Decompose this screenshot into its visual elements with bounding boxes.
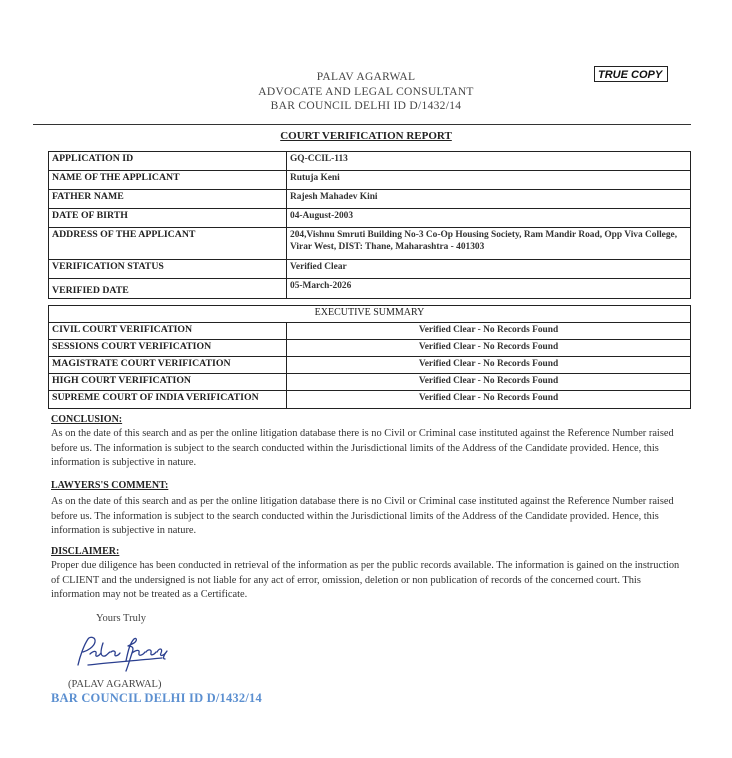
table-row (49, 209, 691, 228)
row-value: 204,Vishnu Smruti Building No-3 Co-Op Housing Society, Ram Mandir Road, Opp Viva College, Virar West, DIST: Thane, Maharashtra - 401303 (287, 228, 691, 260)
signature-image (70, 631, 170, 681)
row-value: Rajesh Mahadev Kini (287, 190, 691, 209)
conclusion-text: As on the date of this search and as per the online litigation database there is no Civil or Criminal case instituted against the Reference Number raised before us. The information is subject to the search conducted within the Jurisdictional limits of the Address of the Candidate provided. Hence, this information is subjective in nature. (51, 428, 674, 468)
row-label: DATE OF BIRTH (49, 209, 287, 228)
row-value: 04-August-2003 (287, 209, 691, 228)
row-label: ADDRESS OF THE APPLICANT (49, 228, 287, 260)
signatory-bar-id: BAR COUNCIL DELHI ID D/1432/14 (51, 691, 262, 705)
table-row (49, 391, 691, 409)
row-label: NAME OF THE APPLICANT (49, 171, 287, 190)
court-label: SESSIONS COURT VERIFICATION (49, 340, 287, 357)
court-label: SUPREME COURT OF INDIA VERIFICATION (49, 391, 287, 409)
table-row (49, 260, 691, 279)
table-row (49, 340, 691, 357)
lawyers-comment-text: As on the date of this search and as per the online litigation database there is no Civil or Criminal case instituted against the Reference Number raised before us. The information is subject to the search conducted within the Jurisdictional limits of the Address of the Candidate provided. Hence, this information is subjective in nature. (51, 496, 674, 536)
row-value: Rutuja Keni (287, 171, 691, 190)
table-row (49, 323, 691, 340)
table-row (49, 228, 691, 260)
court-result: Verified Clear - No Records Found (287, 357, 691, 374)
summary-title-row (49, 306, 691, 323)
row-label: APPLICATION ID (49, 152, 287, 171)
court-result: Verified Clear - No Records Found (287, 391, 691, 409)
applicant-details-table (48, 151, 691, 299)
conclusion-heading: CONCLUSION: (51, 414, 123, 425)
table-row (49, 171, 691, 190)
advocate-designation: ADVOCATE AND LEGAL CONSULTANT (258, 85, 474, 98)
true-copy-stamp: TRUE COPY (594, 66, 668, 82)
advocate-bar-id: BAR COUNCIL DELHI ID D/1432/14 (270, 100, 462, 112)
court-result: Verified Clear - No Records Found (287, 340, 691, 357)
table-row (49, 374, 691, 391)
header-divider (33, 124, 691, 125)
closing-text: Yours Truly (96, 613, 147, 624)
executive-summary-table (48, 305, 691, 409)
row-label: FATHER NAME (49, 190, 287, 209)
court-label: HIGH COURT VERIFICATION (49, 374, 287, 391)
disclaimer-heading: DISCLAIMER: (51, 546, 120, 557)
table-row (49, 357, 691, 374)
table-row (49, 279, 691, 299)
row-label: VERIFIED DATE (49, 279, 287, 299)
row-label: VERIFICATION STATUS (49, 260, 287, 279)
signatory-name: (PALAV AGARWAL) (68, 679, 162, 690)
table-row (49, 152, 691, 171)
court-label: CIVIL COURT VERIFICATION (49, 323, 287, 340)
advocate-name: PALAV AGARWAL (316, 71, 416, 83)
row-value: 05-March-2026 (287, 279, 691, 299)
row-value: Verified Clear (287, 260, 691, 279)
disclaimer-text: Proper due diligence has been conducted in retrieval of the information as per the public records available. The information is gained on the instruction of CLIENT and the undersigned is not liable for any act of error, omission, deletion or non publication of records of the concerned court. This information may not be treated as a Certificate. (51, 560, 680, 600)
row-value: GQ-CCIL-113 (287, 152, 691, 171)
court-result: Verified Clear - No Records Found (287, 323, 691, 340)
court-label: MAGISTRATE COURT VERIFICATION (49, 357, 287, 374)
report-title: COURT VERIFICATION REPORT (280, 130, 452, 142)
lawyers-comment-heading: LAWYERS'S COMMENT: (51, 480, 169, 491)
summary-title: EXECUTIVE SUMMARY (49, 306, 691, 323)
court-result: Verified Clear - No Records Found (287, 374, 691, 391)
table-row (49, 190, 691, 209)
